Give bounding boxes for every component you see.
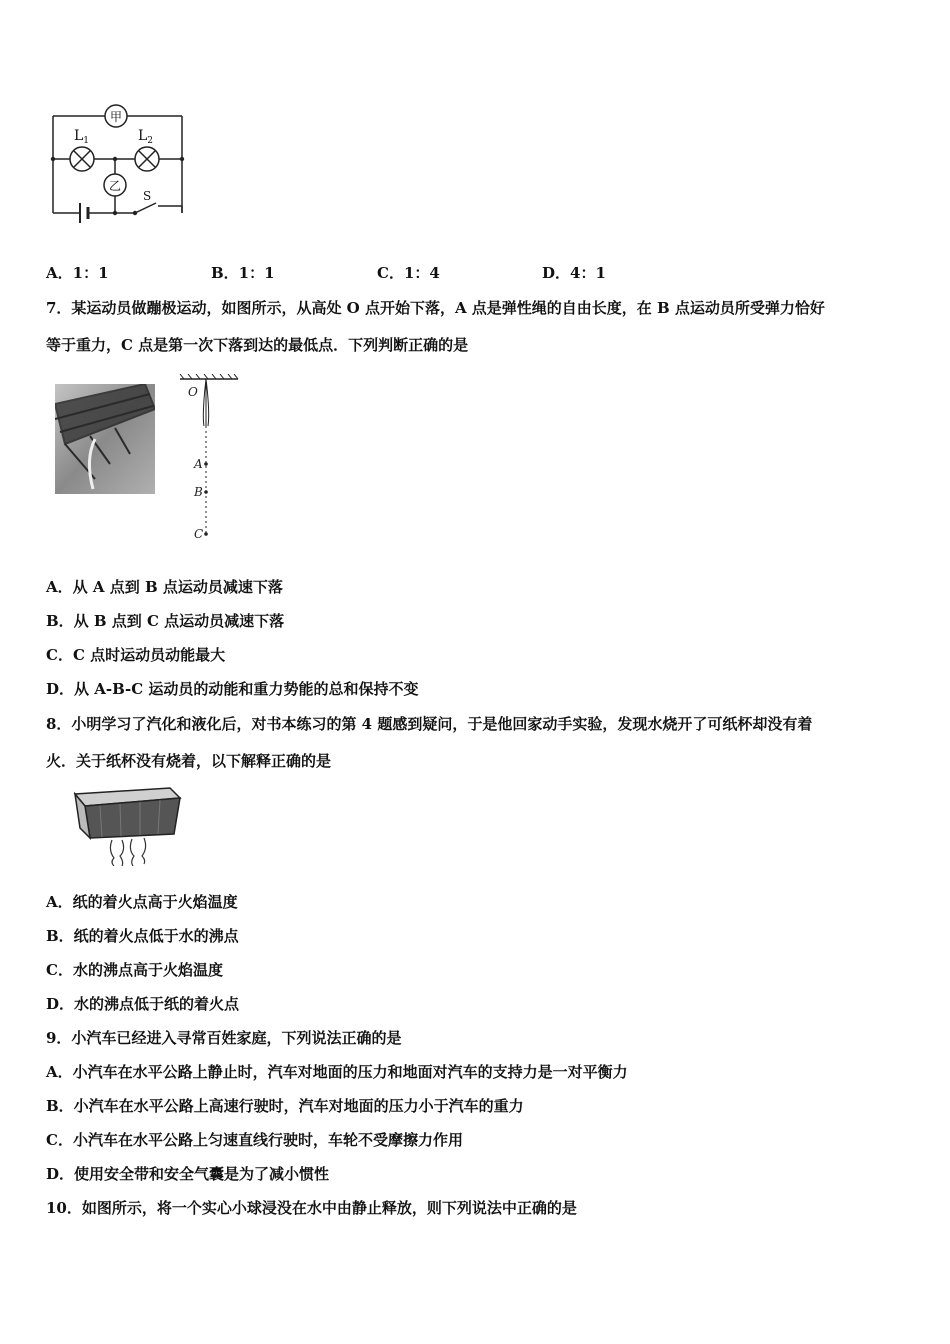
bungee-diagram bbox=[176, 374, 246, 546]
q8-stem-line1: 8．小明学习了汽化和液化后，对书本练习的第 4 题感到疑问，于是他回家动手实验，发现水烧开了可纸杯却没有着 bbox=[46, 715, 813, 733]
point-a-label: A bbox=[194, 457, 203, 471]
q6-option-c[interactable]: C．1：4 bbox=[377, 264, 440, 282]
point-c-label: C bbox=[194, 527, 204, 541]
meter-label-jia: 甲 bbox=[110, 110, 123, 124]
point-o-label: O bbox=[188, 385, 198, 399]
paper-cup-figure bbox=[70, 784, 185, 866]
q9-option-b[interactable]: B．小汽车在水平公路上高速行驶时，汽车对地面的压力小于汽车的重力 bbox=[46, 1097, 524, 1115]
point-b-label: B bbox=[194, 485, 203, 499]
q6-option-b[interactable]: B．1：1 bbox=[211, 264, 275, 282]
q9-option-d[interactable]: D．使用安全带和安全气囊是为了减小惯性 bbox=[46, 1165, 330, 1183]
q9-stem: 9．小汽车已经进入寻常百姓家庭，下列说法正确的是 bbox=[46, 1029, 402, 1047]
circuit-diagram bbox=[40, 98, 190, 223]
q7-stem-line2: 等于重力，C 点是第一次下落到达的最低点．下列判断正确的是 bbox=[46, 336, 469, 354]
q8-stem-line2: 火．关于纸杯没有烧着，以下解释正确的是 bbox=[46, 752, 332, 770]
q6-option-a[interactable]: A．1：1 bbox=[46, 264, 109, 282]
switch-label: S bbox=[143, 189, 152, 203]
q9-option-a[interactable]: A．小汽车在水平公路上静止时，汽车对地面的压力和地面对汽车的支持力是一对平衡力 bbox=[46, 1063, 628, 1081]
q7-option-b[interactable]: B．从 B 点到 C 点运动员减速下落 bbox=[46, 612, 285, 630]
q6-option-d[interactable]: D．4：1 bbox=[542, 264, 606, 282]
q7-option-a[interactable]: A．从 A 点到 B 点运动员减速下落 bbox=[46, 578, 283, 596]
lamp-label-l2: $L_2$ bbox=[138, 128, 154, 146]
q7-option-c[interactable]: C．C 点时运动员动能最大 bbox=[46, 646, 226, 664]
lamp-label-l1: $L_1$ bbox=[74, 128, 90, 146]
q7-option-d[interactable]: D．从 A-B-C 运动员的动能和重力势能的总和保持不变 bbox=[46, 680, 419, 698]
q8-option-d[interactable]: D．水的沸点低于纸的着火点 bbox=[46, 995, 240, 1013]
q8-option-c[interactable]: C．水的沸点高于火焰温度 bbox=[46, 961, 223, 979]
bungee-photo bbox=[55, 384, 155, 494]
q9-option-c[interactable]: C．小汽车在水平公路上匀速直线行驶时，车轮不受摩擦力作用 bbox=[46, 1131, 463, 1149]
q8-option-a[interactable]: A．纸的着火点高于火焰温度 bbox=[46, 893, 238, 911]
q8-option-b[interactable]: B．纸的着火点低于水的沸点 bbox=[46, 927, 239, 945]
q7-stem-line1: 7．某运动员做蹦极运动，如图所示，从高处 O 点开始下落，A 点是弹性绳的自由长度，在 B 点运动员所受弹力恰好 bbox=[46, 299, 825, 317]
q10-stem: 10．如图所示，将一个实心小球浸没在水中由静止释放，则下列说法中正确的是 bbox=[46, 1199, 577, 1217]
meter-label-yi: 乙 bbox=[109, 179, 122, 193]
